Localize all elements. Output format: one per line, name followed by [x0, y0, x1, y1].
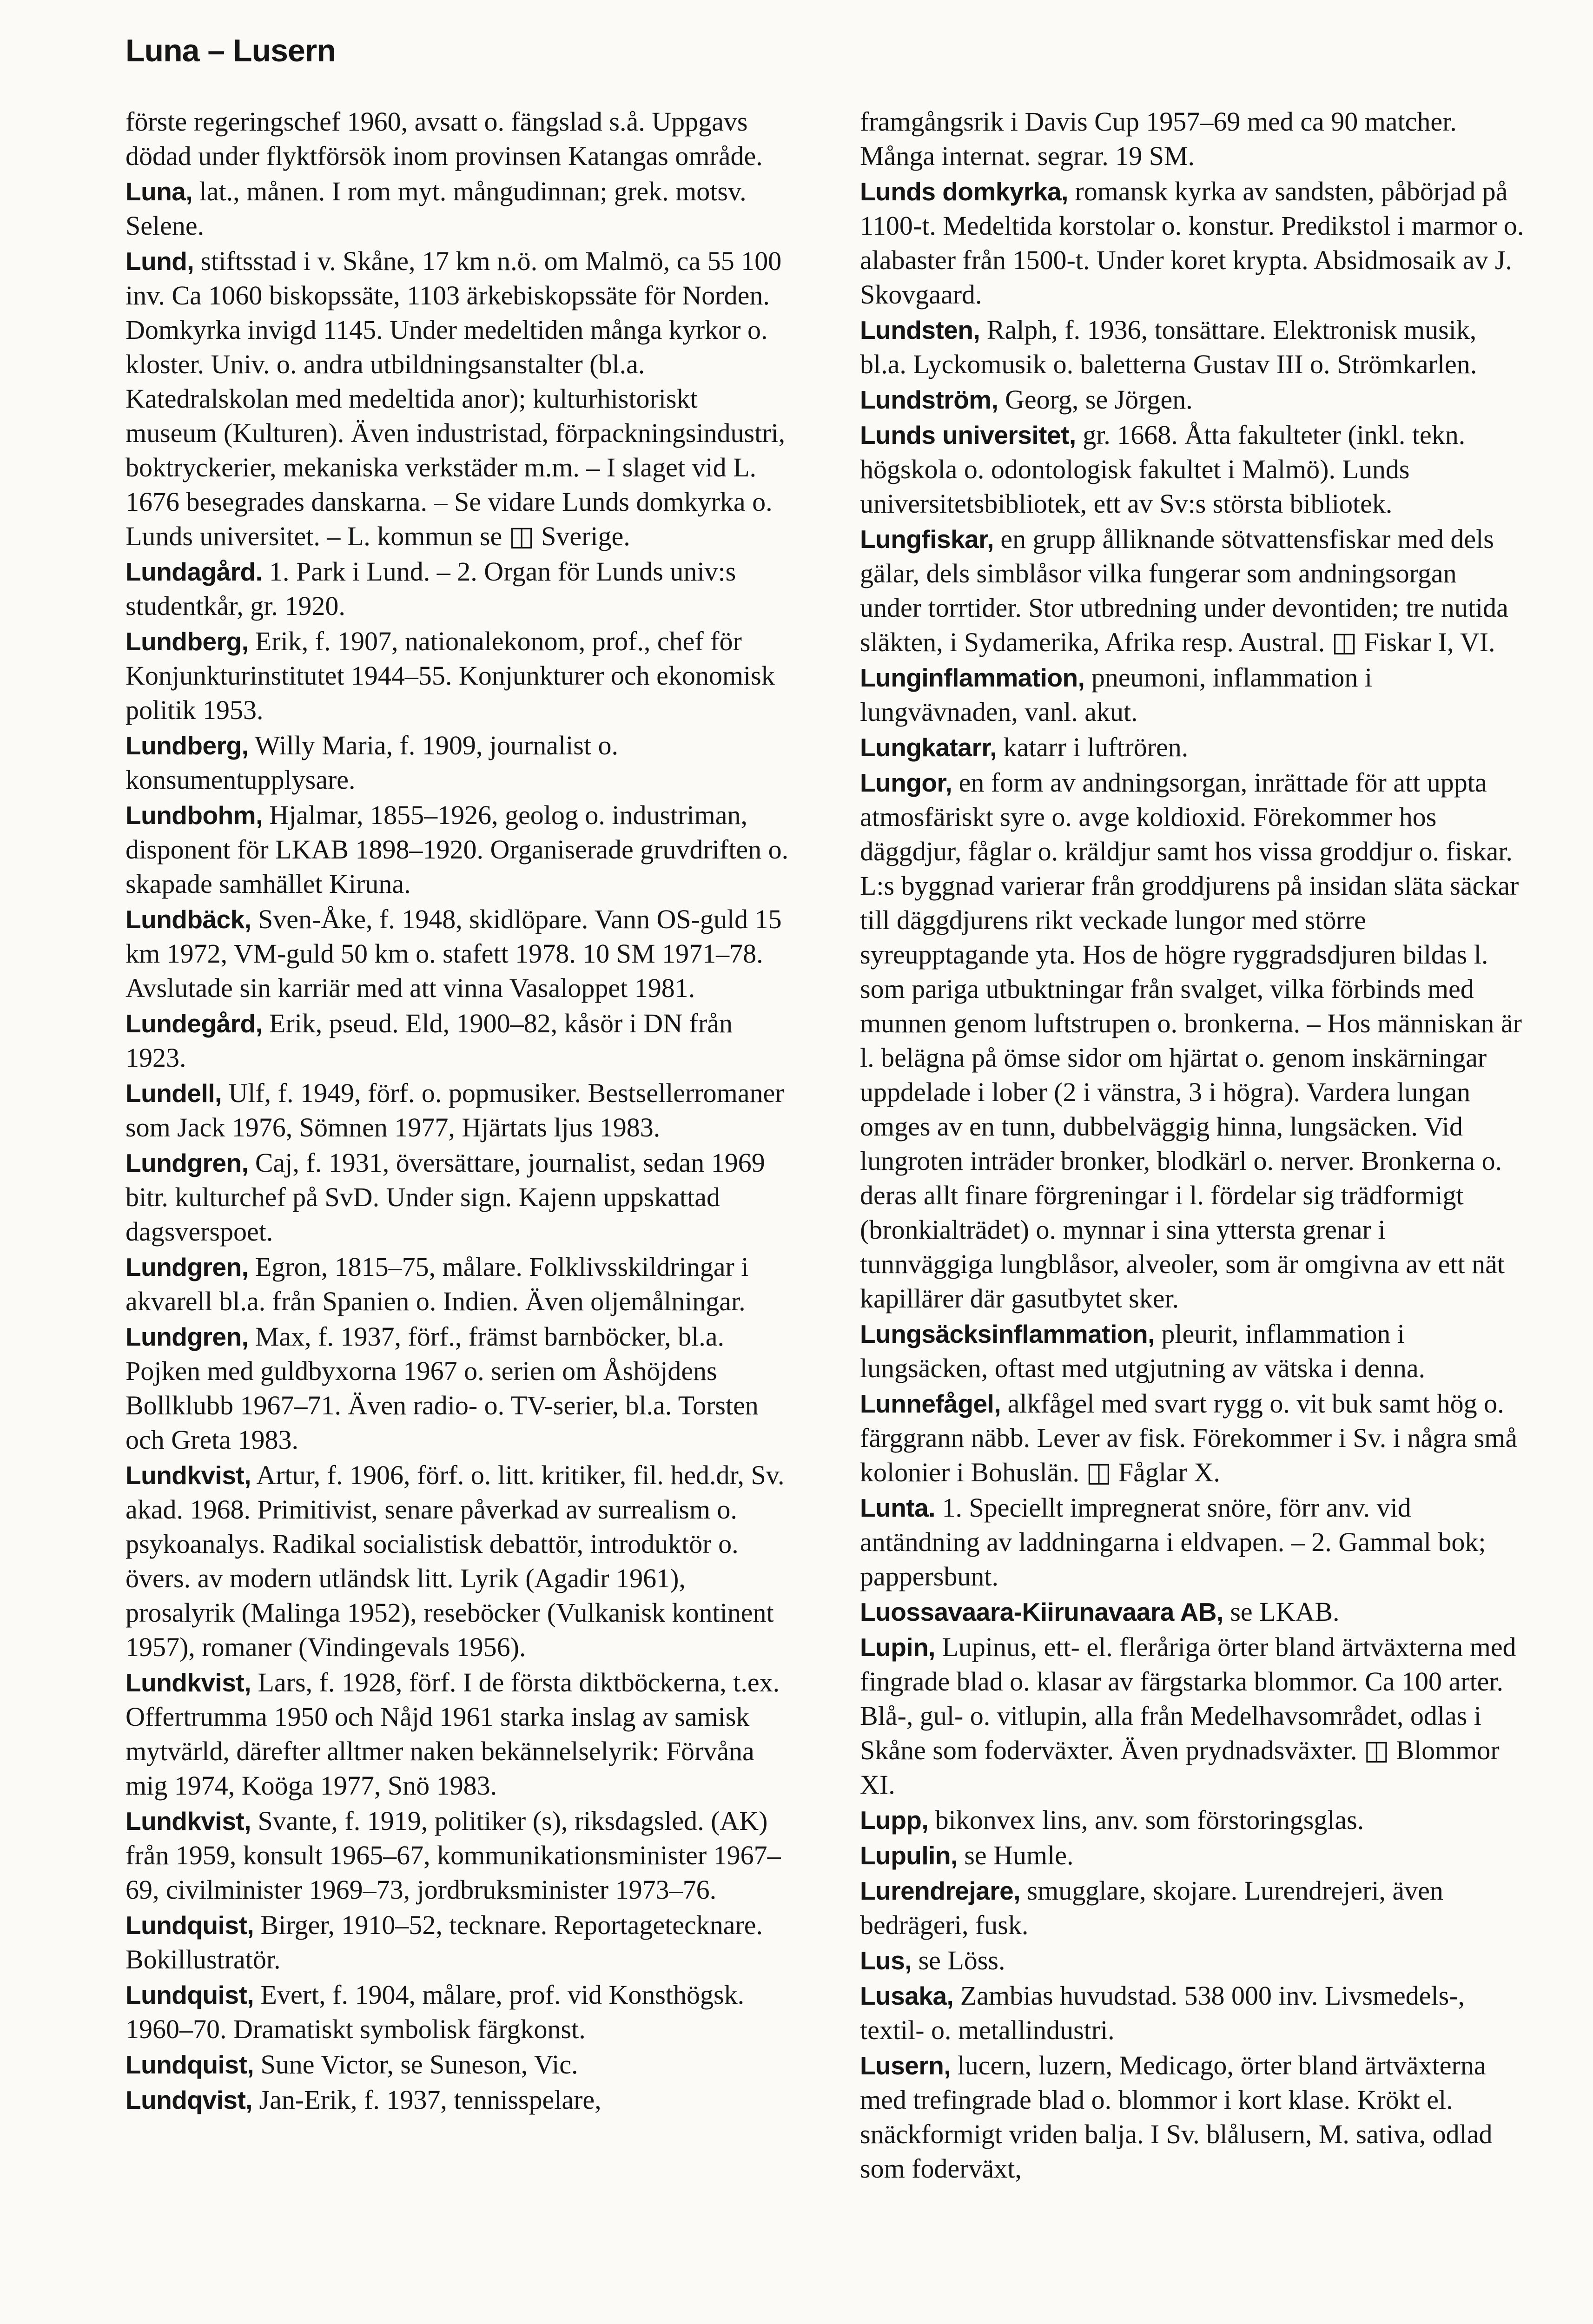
- headword: Lupin,: [860, 1633, 935, 1662]
- entry: [860, 1317, 1525, 1386]
- headword: Lundkvist,: [126, 1461, 251, 1490]
- definition: Artur, f. 1906, förf. o. litt. kritiker, fil. hed.dr, Sv. akad. 1968. Primitivist, senare påverkad av surrealism o. psykoanalys. Radikal socialistisk debattör, introduktör o. övers. av modern utländsk litt. Lyrik (Agadir 1961), prosalyrik (Malinga 1952), reseböcker (Vulkanisk kontinent 1957), romaner (Vindingevals 1956).: [126, 1460, 785, 1662]
- headword: Lundgren,: [126, 1253, 249, 1281]
- entry: [126, 1458, 790, 1664]
- headword: Lunta.: [860, 1493, 935, 1522]
- headword: Lundkvist,: [126, 1807, 251, 1835]
- entry: [126, 728, 790, 797]
- definition: Evert, f. 1904, målare, prof. vid Konsthögsk. 1960–70. Dramatiskt symbolisk färgkonst.: [126, 1980, 745, 2044]
- headword: Lundström,: [860, 385, 998, 414]
- definition: Sven-Åke, f. 1948, skidlöpare. Vann OS-guld 15 km 1972, VM-guld 50 km o. stafett 1978. 10 SM 1971–78. Avslutade sin karriär med att vinna Vasaloppet 1981.: [126, 904, 782, 1003]
- entry: [126, 1006, 790, 1075]
- headword: Lundbäck,: [126, 905, 251, 934]
- headword: Lundsten,: [860, 316, 980, 344]
- headword: Lusern,: [860, 2051, 951, 2080]
- definition: Ulf, f. 1949, förf. o. popmusiker. Bestsellerromaner som Jack 1976, Sömnen 1977, Hjärtats ljus 1983.: [126, 1078, 784, 1142]
- headword: Lundberg,: [126, 627, 249, 656]
- entry: [860, 660, 1525, 729]
- entry: [860, 418, 1525, 521]
- headword: Lupp,: [860, 1806, 929, 1835]
- entry: [126, 105, 790, 173]
- headword: Lungsäcksinflammation,: [860, 1320, 1155, 1348]
- definition: se Humle.: [957, 1840, 1074, 1870]
- definition: katarr i luftrören.: [997, 732, 1189, 762]
- headword: Lund,: [126, 247, 194, 276]
- entry: [860, 1803, 1525, 1837]
- definition: 1. Speciellt impregnerat snöre, förr anv. vid antändning av laddningarna i eldvapen. – 2. Gammal bok; pappersbunt.: [860, 1492, 1486, 1591]
- definition: framgångsrik i Davis Cup 1957–69 med ca 90 matcher. Många internat. segrar. 19 SM.: [860, 106, 1457, 171]
- definition: Jan-Erik, f. 1937, tennisspelare,: [252, 2085, 602, 2115]
- entry: [126, 798, 790, 901]
- headword: Lusaka,: [860, 1981, 954, 2010]
- entry: [126, 624, 790, 727]
- entry: [860, 313, 1525, 382]
- entry: [860, 1630, 1525, 1802]
- entry: [860, 1595, 1525, 1629]
- entry: [126, 555, 790, 623]
- definition: en form av andningsorgan, inrättade för att uppta atmosfäriskt syre o. avge koldioxid. Förekommer hos däggdjur, fåglar o. kräldjur samt hos vissa groddjur o. fiskar. L:s byggnad varierar från groddjurens på insidan släta säckar till däggdjurens rikt veckade lungor med större syreupptagande yta. Hos de högre ryggradsdjuren bildas l. som pariga utbuktningar från svalget, vilka förbinds med munnen genom luftstrupen o. bronkerna. – Hos människan är l. belägna på ömse sidor om hjärtat o. genom inskärningar uppdelade i lober (2 i vänstra, 3 i högra). Vardera lungan omges av en tunn, dubbelväggig hinna, lungsäcken. Vid lungroten inträder bronker, blodkärl o. nerver. Bronkerna o. deras allt finare förgreningar i l. fördelar sig trädformigt (bronkialträdet) o. mynnar i sina yttersta grenar i tunnväggiga lungblåsor, alveoler, som är omgivna av ett nät kapillärer där gasutbytet sker.: [860, 767, 1522, 1314]
- entry: [860, 522, 1525, 660]
- entry: [860, 383, 1525, 417]
- entry: [126, 174, 790, 243]
- left-column: [126, 105, 790, 2118]
- entry: [126, 902, 790, 1005]
- definition: stiftsstad i v. Skåne, 17 km n.ö. om Malmö, ca 55 100 inv. Ca 1060 biskopssäte, 1103 ärkebiskopssäte för Norden. Domkyrka invigd 1145. Under medeltiden många kyrkor o. kloster. Univ. o. andra utbildningsanstalter (bl.a. Katedralskolan med medeltida anor); kulturhistoriskt museum (Kulturen). Även industristad, förpackningsindustri, boktryckerier, mekaniska verkstäder m.m. – I slaget vid L. 1676 besegrades danskarna. – Se vidare Lunds domkyrka o. Lunds universitet. – L. kommun se ◫ Sverige.: [126, 246, 786, 551]
- page-header: Luna – Lusern: [126, 33, 336, 68]
- entry: [860, 730, 1525, 765]
- definition: gr. 1668. Åtta fakulteter (inkl. tekn. högskola o. odontologisk fakultet i Malmö). Lunds universitetsbibliotek, ett av Sv:s största bibliotek.: [860, 420, 1466, 519]
- definition: Birger, 1910–52, tecknare. Reportagetecknare. Bokillustratör.: [126, 1910, 763, 1974]
- definition: Hjalmar, 1855–1926, geolog o. industriman, disponent för LKAB 1898–1920. Organiserade gruvdriften o. skapade samhället Kiruna.: [126, 800, 789, 899]
- definition: Max, f. 1937, förf., främst barnböcker, bl.a. Pojken med guldbyxorna 1967 o. serien om Åshöjdens Bollklubb 1967–71. Även radio- o. TV-serier, bl.a. Torsten och Greta 1983.: [126, 1321, 759, 1455]
- headword: Lundagård.: [126, 557, 263, 586]
- headword: Luna,: [126, 177, 193, 206]
- headword: Lundquist,: [126, 1911, 254, 1940]
- definition: Willy Maria, f. 1909, journalist o. konsumentupplysare.: [126, 730, 618, 795]
- entry: [126, 1804, 790, 1907]
- definition: lat., månen. I rom myt. mångudinnan; grek. motsv. Selene.: [126, 176, 747, 241]
- definition: förste regeringschef 1960, avsatt o. fängslad s.å. Uppgavs dödad under flyktförsök inom provinsen Katangas område.: [126, 106, 763, 171]
- definition: alkfågel med svart rygg o. vit buk samt hög o. färggrann näbb. Lever av fisk. Förekommer i Sv. i några små kolonier i Bohuslän. ◫ Fåglar X.: [860, 1388, 1518, 1487]
- right-column: [860, 105, 1525, 2187]
- headword: Lundqvist,: [126, 2086, 253, 2114]
- headword: Lundquist,: [126, 1981, 254, 2009]
- entry: [860, 1979, 1525, 2047]
- headword: Lunds domkyrka,: [860, 177, 1068, 206]
- entry: [860, 2048, 1525, 2186]
- definition: en grupp ålliknande sötvattensfiskar med dels gälar, dels simblåsor vilka fungerar som andningsorgan under torrtider. Stor utbredning under devontiden; tre nutida släkten, i Sydamerika, Afrika resp. Austral. ◫ Fiskar I, VI.: [860, 524, 1508, 657]
- entry: [126, 1978, 790, 2047]
- definition: Zambias huvudstad. 538 000 inv. Livsmedels-, textil- o. metallindustri.: [860, 1981, 1465, 2045]
- definition: lucern, luzern, Medicago, örter bland ärtväxterna med trefingrade blad o. blommor i kort klase. Krökt el. snäckformigt vriden balja. I Sv. blålusern, M. sativa, odlad som foderväxt,: [860, 2050, 1493, 2184]
- headword: Lupulin,: [860, 1841, 958, 1870]
- definition: Erik, pseud. Eld, 1900–82, kåsör i DN från 1923.: [126, 1008, 733, 1073]
- definition: Lars, f. 1928, förf. I de första diktböckerna, t.ex. Offertrumma 1950 och Nåjd 1961 starka inslag av samisk mytvärld, därefter alltmer naken bekännelselyrik: Förvåna mig 1974, Koöga 1977, Snö 1983.: [126, 1667, 780, 1801]
- entry: [126, 1146, 790, 1249]
- headword: Lundgren,: [126, 1149, 249, 1177]
- definition: romansk kyrka av sandsten, påbörjad på 1100-t. Medeltida korstolar o. konstur. Predikstol i marmor o. alabaster från 1500-t. Under koret krypta. Absidmosaik av J. Skovgaard.: [860, 176, 1524, 310]
- headword: Lus,: [860, 1946, 912, 1975]
- definition: Caj, f. 1931, översättare, journalist, sedan 1969 bitr. kulturchef på SvD. Under sign. Kajenn uppskattad dagsverspoet.: [126, 1148, 765, 1247]
- definition: Lupinus, ett- el. fleråriga örter bland ärtväxterna med fingrade blad o. klasar av färgstarka blommor. Ca 100 arter. Blå-, gul- o. vitlupin, alla från Medelhavsområdet, odlas i Skåne som foderväxter. Även prydnadsväxter. ◫ Blommor XI.: [860, 1632, 1516, 1800]
- entry: [860, 1386, 1525, 1490]
- entry: [126, 1320, 790, 1457]
- headword: Lungfiskar,: [860, 525, 994, 554]
- headword: Lundell,: [126, 1079, 222, 1108]
- entry: [860, 1874, 1525, 1942]
- entry: [860, 105, 1525, 173]
- headword: Lundbohm,: [126, 801, 263, 830]
- headword: Lundquist,: [126, 2050, 254, 2079]
- entry: [126, 1250, 790, 1319]
- entry: [126, 2083, 790, 2117]
- entry: [860, 1491, 1525, 1594]
- headword: Lundegård,: [126, 1009, 263, 1038]
- definition: se Löss.: [912, 1945, 1005, 1975]
- headword: Lundgren,: [126, 1322, 249, 1351]
- definition: Svante, f. 1919, politiker (s), riksdagsled. (AK) från 1959, konsult 1965–67, kommunikationsminister 1967–69, civilminister 1969–73, jordbruksminister 1973–76.: [126, 1806, 781, 1905]
- definition: se LKAB.: [1223, 1597, 1340, 1627]
- entry: [860, 766, 1525, 1316]
- headword: Lundberg,: [126, 731, 249, 760]
- entry: [860, 1838, 1525, 1873]
- headword: Lungkatarr,: [860, 733, 997, 762]
- headword: Lunginflammation,: [860, 663, 1085, 692]
- entry: [860, 174, 1525, 312]
- headword: Lunds universitet,: [860, 421, 1076, 449]
- definition: bikonvex lins, anv. som förstoringsglas.: [928, 1805, 1364, 1835]
- entry: [126, 1665, 790, 1803]
- headword: Lundkvist,: [126, 1668, 251, 1697]
- entry: [126, 2047, 790, 2082]
- definition: Ralph, f. 1936, tonsättare. Elektronisk musik, bl.a. Lyckomusik o. baletterna Gustav III o. Strömkarlen.: [860, 315, 1477, 379]
- definition: Sune Victor, se Suneson, Vic.: [254, 2049, 578, 2080]
- definition: Georg, se Jörgen.: [998, 384, 1193, 415]
- headword: Luossavaara-Kiirunavaara AB,: [860, 1598, 1223, 1626]
- entry: [126, 244, 790, 554]
- entry: [126, 1076, 790, 1145]
- definition: pneumoni, inflammation i lungvävnaden, vanl. akut.: [860, 662, 1372, 727]
- entry: [126, 1908, 790, 1977]
- definition: Erik, f. 1907, nationalekonom, prof., chef för Konjunkturinstitutet 1944–55. Konjunkturer och ekonomisk politik 1953.: [126, 626, 775, 725]
- definition: Egron, 1815–75, målare. Folklivsskildringar i akvarell bl.a. från Spanien o. Indien. Även oljemålningar.: [126, 1252, 749, 1316]
- definition: 1. Park i Lund. – 2. Organ för Lunds univ:s studentkår, gr. 1920.: [126, 556, 736, 621]
- headword: Lurendrejare,: [860, 1876, 1021, 1905]
- definition: smugglare, skojare. Lurendrejeri, även bedrägeri, fusk.: [860, 1875, 1443, 1940]
- headword: Lungor,: [860, 768, 952, 797]
- entry: [860, 1943, 1525, 1978]
- headword: Lunnefågel,: [860, 1389, 1001, 1418]
- definition: pleurit, inflammation i lungsäcken, oftast med utgjutning av vätska i denna.: [860, 1319, 1426, 1383]
